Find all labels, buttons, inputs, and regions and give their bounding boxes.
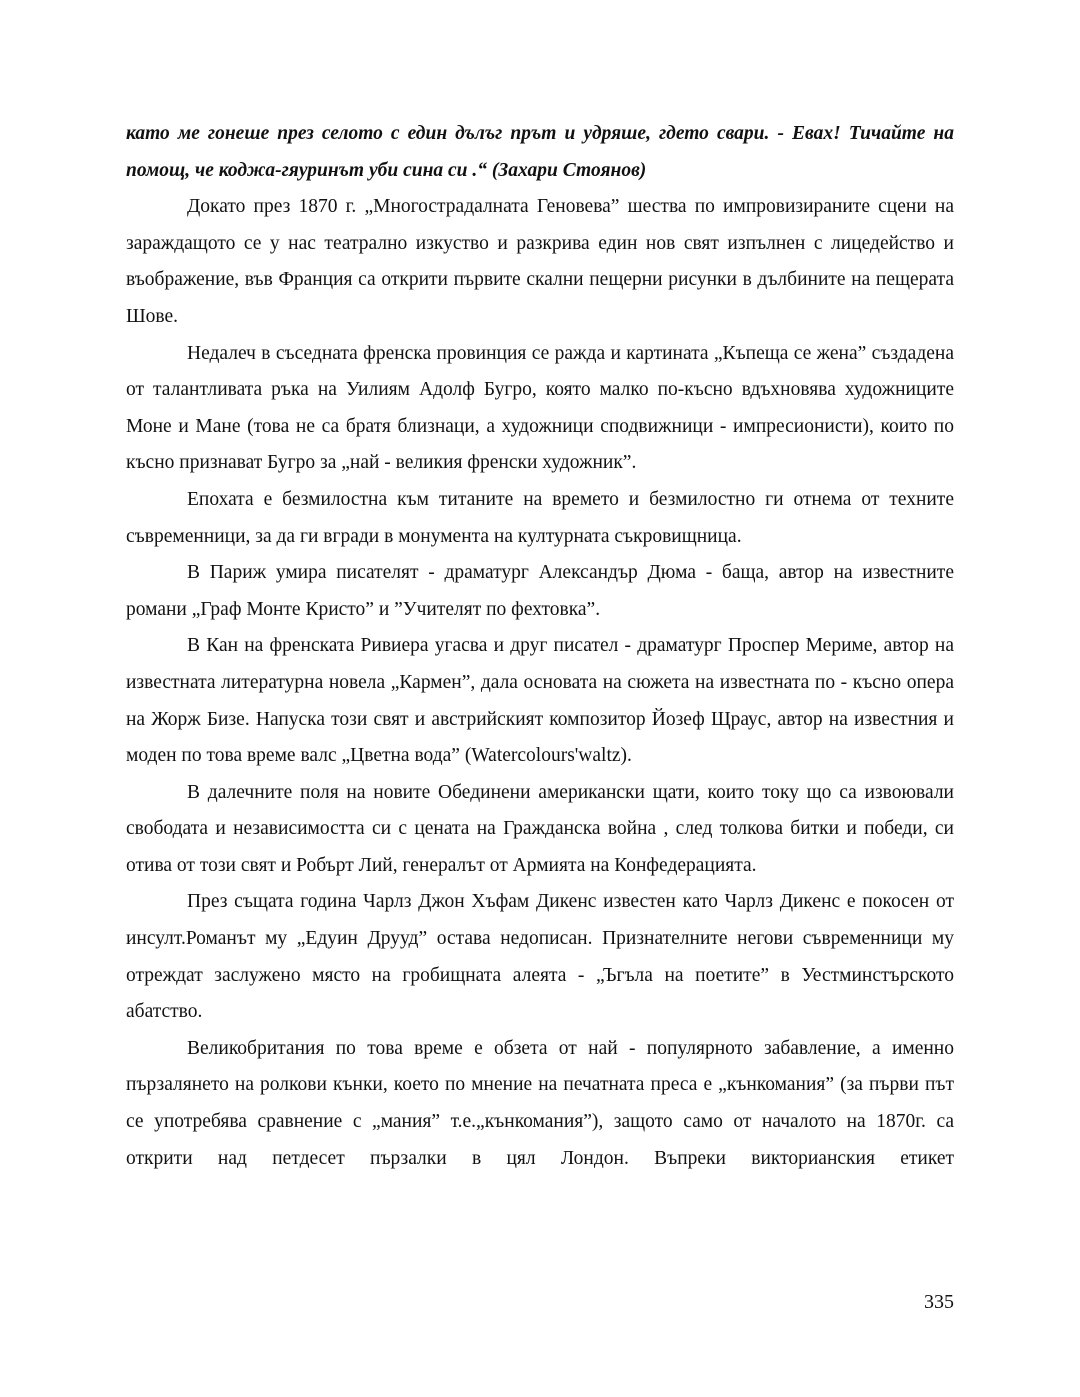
paragraph-lee: В далечните поля на новите Обединени американски щати, които току що са извоювали свободата и независимостта си с цената на Гражданска война , след толкова битки и победи, си отива от този свят и Робърт Лий, генералът от Армията на Конфедерацията.	[126, 781, 954, 876]
quote-paragraph: като ме гонеше през селото с един дълъг прът и удряше, гдето свари. - Евах! Тичайте на помощ, че коджа-гяуринът уби сина си .“ (Захари Стоянов)	[126, 123, 954, 181]
paragraph-dickens: През същата година Чарлз Джон Хъфам Дикенс известен като Чарлз Дикенс е покосен от инсулт.Романът му „Едуин Друуд” остава недописан. Признателните негови съвременници му отреждат заслужено място на гробищната алеята - „Ъгъла на поетите” в Уестминстърското абатство.	[126, 891, 954, 1023]
paragraph-genoveva: Докато през 1870 г. „Многострадалната Геновева” шества по импровизираните сцени на зараждащото се у нас театрално изкуство и разкрива един нов свят изпълнен с лицедейство и въображение, във Франция са открити първите скални пещерни рисунки в дълбините на пещерата Шове.	[126, 196, 954, 327]
paragraph-epoch: Епохата е безмилостна към титаните на времето и безмилостно ги отнема от техните съвременници, за да ги вгради в монумента на културната съкровищница.	[126, 488, 954, 547]
paragraph-merimee: В Кан на френската Ривиера угасва и друг писател - драматург Проспер Мериме, автор на известната литературна новела „Кармен”, дала основата на сюжета на известната по - късно опера на Жорж Бизе. Напуска този свят и австрийският композитор Йозеф Щраус, автор на известния и моден по това време валс „Цветна вода” (Watercolours'waltz).	[126, 635, 954, 767]
paragraph-bouguereau: Недалеч в съседната френска провинция се ражда и картината „Къпеща се жена” създадена от талантливата ръка на Уилиям Адолф Бугро, която малко по-късно вдъхновява художниците Моне и Мане (това не са братя близнаци, а художници сподвижници - импресионисти), които по късно признават Бугро за „най - великия френски художник”.	[126, 342, 954, 474]
body-text	[126, 116, 954, 1177]
paragraph-skating: Великобритания по това време е обзета от най - популярното забавление, а именно пързалянето на ролкови кънки, което по мнение на печатната преса е „кънкомания” (за първи път се употребява сравнение с „мания” т.е.„кънкомания”), защото само от началото на 1870г. са открити над петдесет пързалки в цял Лондон. Въпреки викторианския етикет	[126, 1037, 954, 1169]
page-number: 335	[924, 1291, 954, 1313]
paragraph-dumas: В Париж умира писателят - драматург Александър Дюма - баща, автор на известните романи „Граф Монте Кристо” и ”Учителят по фехтовка”.	[126, 562, 954, 620]
